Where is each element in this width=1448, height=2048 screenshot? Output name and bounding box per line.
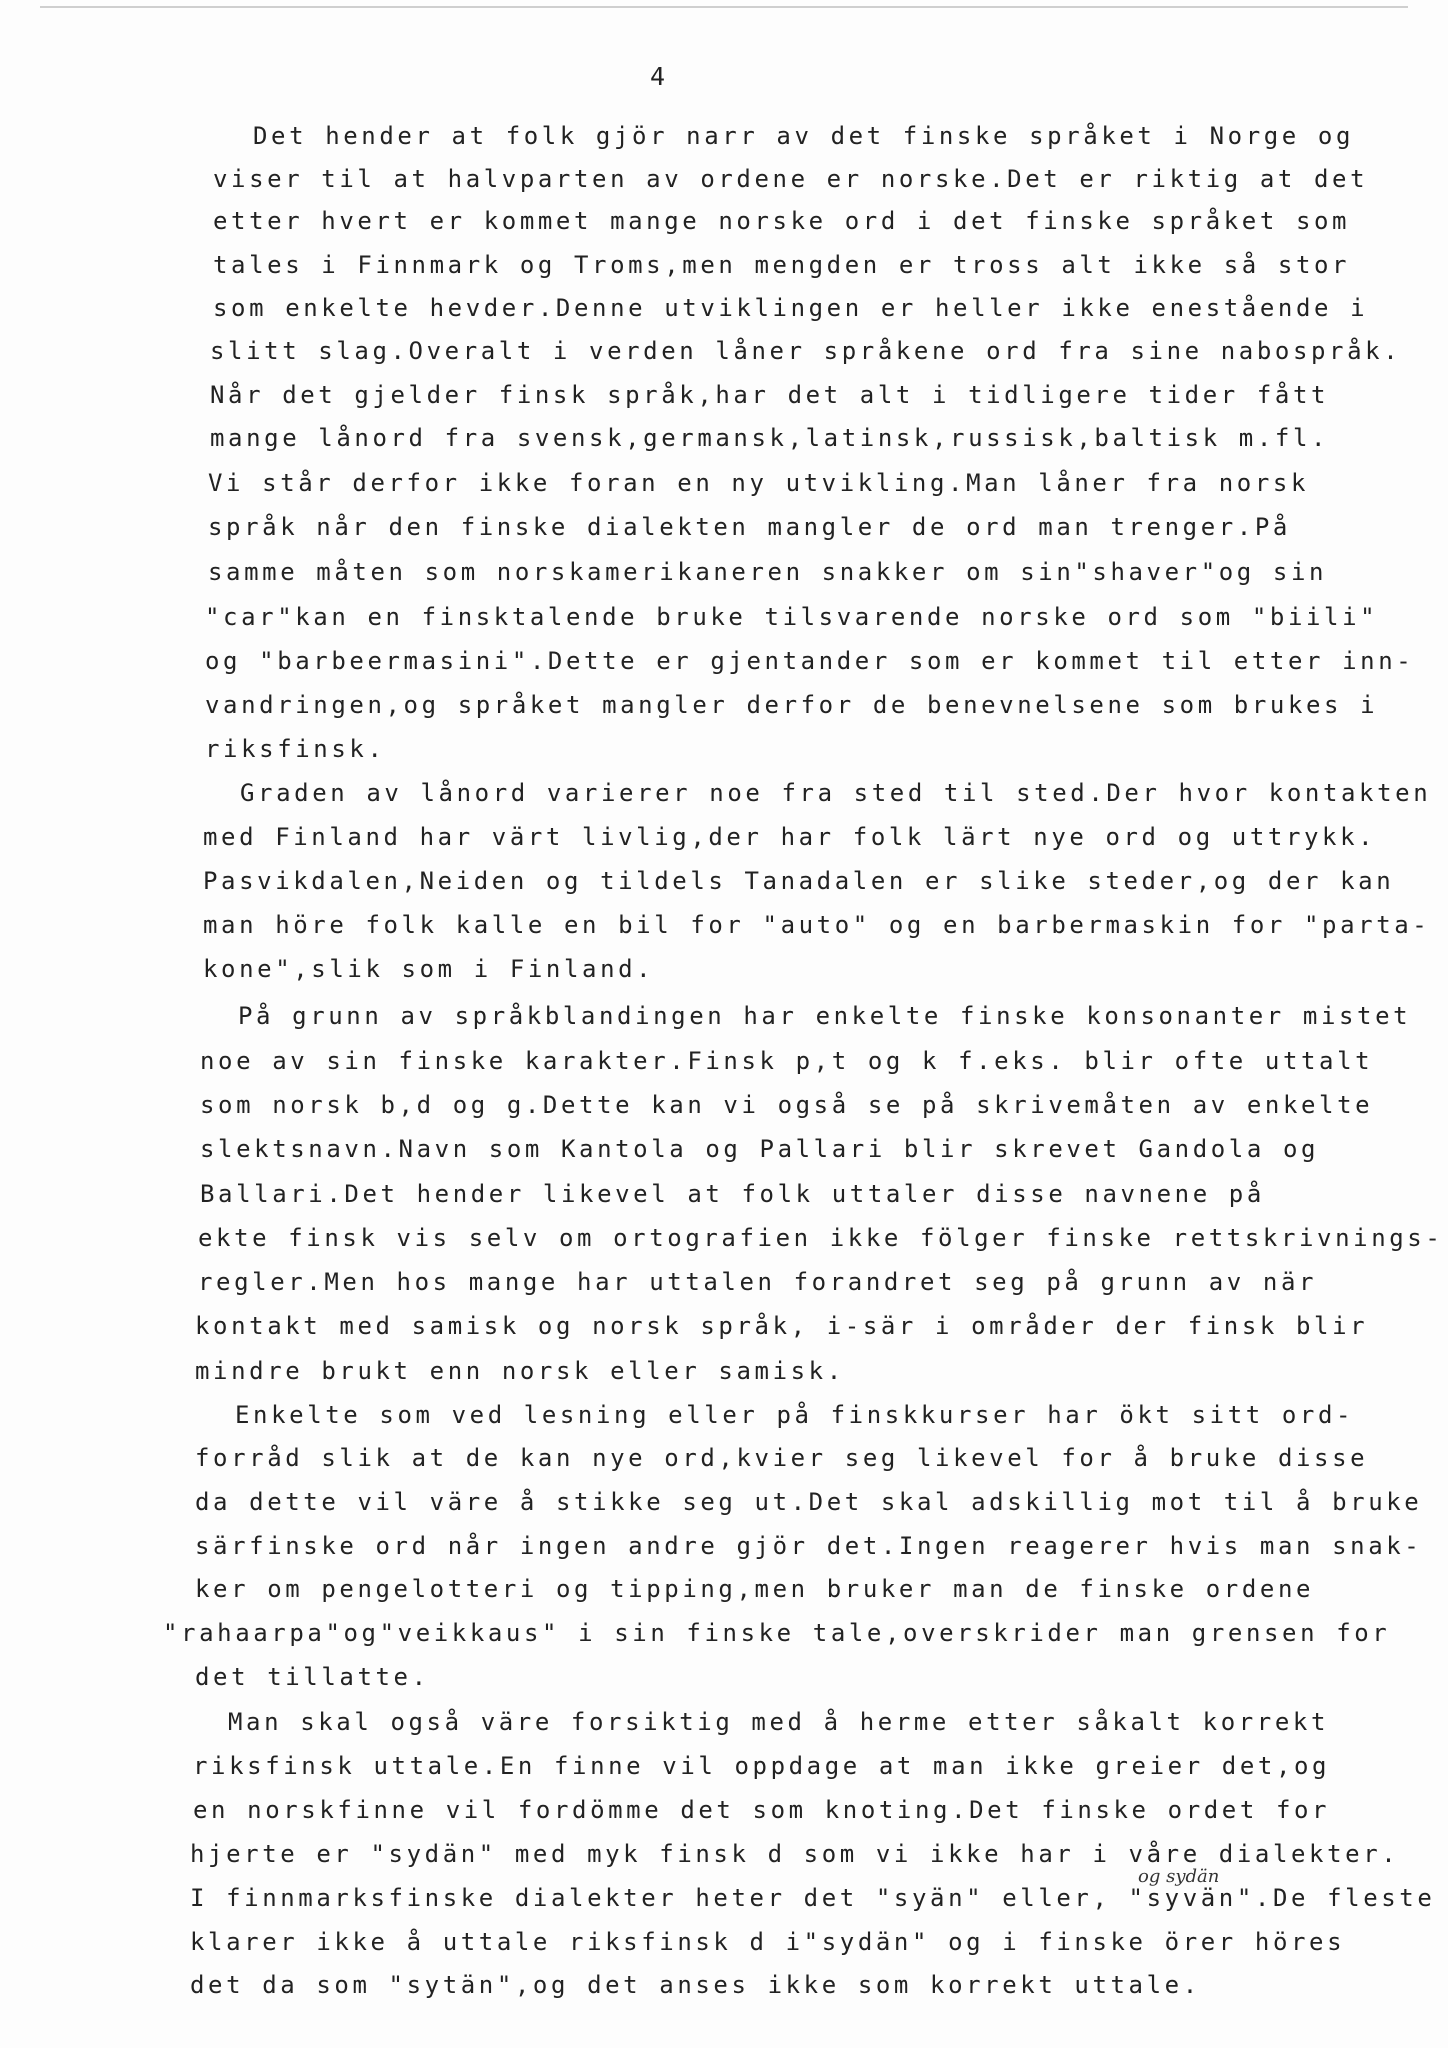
text-line: noe av sin finske karakter.Finsk p,t og k f.eks. blir ofte uttalt [200,1047,1374,1075]
text-line: vandringen,og språket mangler derfor de benevnelsene som brukes i [205,691,1379,719]
text-line: riksfinsk. [205,735,386,763]
text-line: som norsk b,d og g.Dette kan vi også se på skrivemåten av enkelte [200,1091,1374,1119]
text-line: Det hender at folk gjör narr av det finske språket i Norge og [253,122,1355,150]
text-line: viser til at halvparten av ordene er norske.Det er riktig at det [213,165,1369,193]
text-line: ker om pengelotteri og tipping,men bruker man de finske ordene [195,1575,1315,1603]
text-line: man höre folk kalle en bil for "auto" og en barbermaskin for "parta- [203,911,1431,939]
text-line: mindre brukt enn norsk eller samisk. [195,1357,845,1385]
text-line: slektsnavn.Navn som Kantola og Pallari blir skrevet Gandola og [200,1135,1320,1163]
text-line: Vi står derfor ikke foran en ny utvikling.Man låner fra norsk [208,469,1310,497]
text-line: Man skal også väre forsiktig med å herme etter såkalt korrekt [228,1708,1330,1736]
handwritten-correction: og sydän [1138,1866,1220,1887]
text-line: forråd slik at de kan nye ord,kvier seg likevel for å bruke disse [195,1444,1369,1472]
text-line: regler.Men hos mange har uttalen forandret seg på grunn av när [198,1268,1318,1296]
text-line: språk når den finske dialekten mangler de ord man trenger.På [208,513,1291,541]
text-line: På grunn av språkblandingen har enkelte finske konsonanter mistet [238,1002,1412,1030]
text-line: klarer ikke å uttale riksfinsk d i"sydän" og i finske örer höres [190,1928,1346,1956]
text-line: "car"kan en finsktalende bruke tilsvarende norske ord som "biili" [205,603,1379,631]
text-line: "rahaarpa"og"veikkaus" i sin finske tale,overskrider man grensen for [163,1619,1391,1647]
text-line: slitt slag.Overalt i verden låner språkene ord fra sine nabospråk. [210,337,1402,365]
text-line: kontakt med samisk og norsk språk, i-sär i områder der finsk blir [195,1312,1369,1340]
text-line: det tillatte. [195,1663,430,1691]
text-line: og "barbeermasini".Dette er gjentander som er kommet til etter inn- [205,647,1415,675]
text-line: kone",slik som i Finland. [203,955,655,983]
page-number: 4 [650,62,667,91]
text-line: riksfinsk uttale.En finne vil oppdage at man ikke greier det,og [193,1752,1331,1780]
text-line: särfinske ord når ingen andre gjör det.Ingen reagerer hvis man snak- [195,1532,1423,1560]
text-line: mange lånord fra svensk,germansk,latinsk,russisk,baltisk m.fl. [210,424,1330,452]
text-line: som enkelte hevder.Denne utviklingen er heller ikke enestående i [213,294,1369,322]
text-line: Enkelte som ved lesning eller på finskkurser har ökt sitt ord- [235,1401,1355,1429]
text-line: I finnmarksfinske dialekter heter det "syän" eller, "syvän".De fleste [190,1884,1436,1912]
text-line: Pasvikdalen,Neiden og tildels Tanadalen er slike steder,og der kan [203,867,1395,895]
text-line: med Finland har värt livlig,der har folk lärt nye ord og uttrykk. [203,823,1377,851]
text-line: da dette vil väre å stikke seg ut.Det skal adskillig mot til å bruke [195,1488,1423,1516]
text-line: Når det gjelder finsk språk,har det alt i tidligere tider fått [210,381,1330,409]
text-line: etter hvert er kommet mange norske ord i det finske språket som [213,207,1351,235]
text-line: en norskfinne vil fordömme det som knoting.Det finske ordet for [193,1796,1331,1824]
text-line: Graden av lånord varierer noe fra sted til sted.Der hvor kontakten [240,779,1432,807]
text-line: ekte finsk vis selv om ortografien ikke fölger finske rettskrivnings- [198,1224,1444,1252]
text-line: tales i Finnmark og Troms,men mengden er tross alt ikke så stor [213,251,1351,279]
text-line: samme måten som norskamerikaneren snakker om sin"shaver"og sin [208,558,1328,586]
text-line: Ballari.Det hender likevel at folk uttaler disse navnene på [200,1180,1265,1208]
text-line: det da som "sytän",og det anses ikke som korrekt uttale. [190,1971,1201,1999]
text-line: hjerte er "sydän" med myk finsk d som vi ikke har i våre dialekter. [190,1840,1400,1868]
